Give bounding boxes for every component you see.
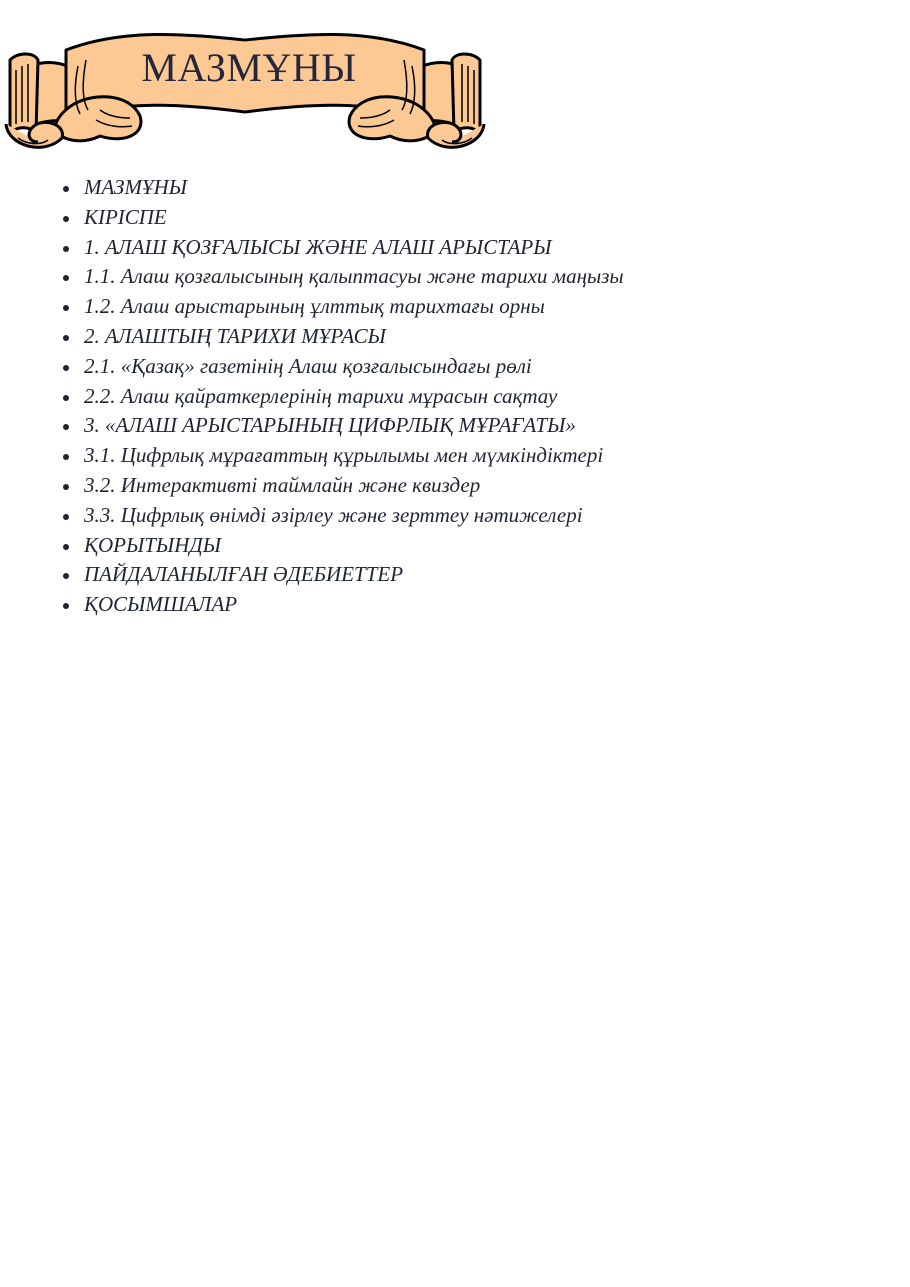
toc-item[interactable]: ҚОРЫТЫНДЫ xyxy=(84,531,624,561)
toc-item[interactable]: 3. «АЛАШ АРЫСТАРЫНЫҢ ЦИФРЛЫҚ МҰРАҒАТЫ» xyxy=(84,411,624,441)
toc-item[interactable]: 3.1. Цифрлық мұрағаттың құрылымы мен мүмкіндіктері xyxy=(84,441,624,471)
toc-item[interactable]: ҚОСЫМШАЛАР xyxy=(84,590,624,620)
toc-item[interactable]: 1.1. Алаш қозғалысының қалыптасуы және тарихи маңызы xyxy=(84,262,624,292)
banner-title: МАЗМҰНЫ xyxy=(141,45,357,90)
toc-item[interactable]: 2.1. «Қазақ» газетінің Алаш қозғалысындағы рөлі xyxy=(84,352,624,382)
toc-item[interactable]: 3.2. Интерактивті таймлайн және квиздер xyxy=(84,471,624,501)
toc-item[interactable]: ПАЙДАЛАНЫЛҒАН ӘДЕБИЕТТЕР xyxy=(84,560,624,590)
toc-item[interactable]: МАЗМҰНЫ xyxy=(84,173,624,203)
toc-item[interactable]: 2. АЛАШТЫҢ ТАРИХИ МҰРАСЫ xyxy=(84,322,624,352)
table-of-contents xyxy=(84,173,624,620)
toc-item[interactable]: 1.2. Алаш арыстарының ұлттық тарихтағы орны xyxy=(84,292,624,322)
toc-item[interactable]: КІРІСПЕ xyxy=(84,203,624,233)
toc-item[interactable]: 2.2. Алаш қайраткерлерінің тарихи мұрасын сақтау xyxy=(84,382,624,412)
toc-item[interactable]: 1. АЛАШ ҚОЗҒАЛЫСЫ ЖӘНЕ АЛАШ АРЫСТАРЫ xyxy=(84,233,624,263)
scroll-banner xyxy=(4,26,486,160)
toc-item[interactable]: 3.3. Цифрлық өнімді әзірлеу және зерттеу нәтижелері xyxy=(84,501,624,531)
